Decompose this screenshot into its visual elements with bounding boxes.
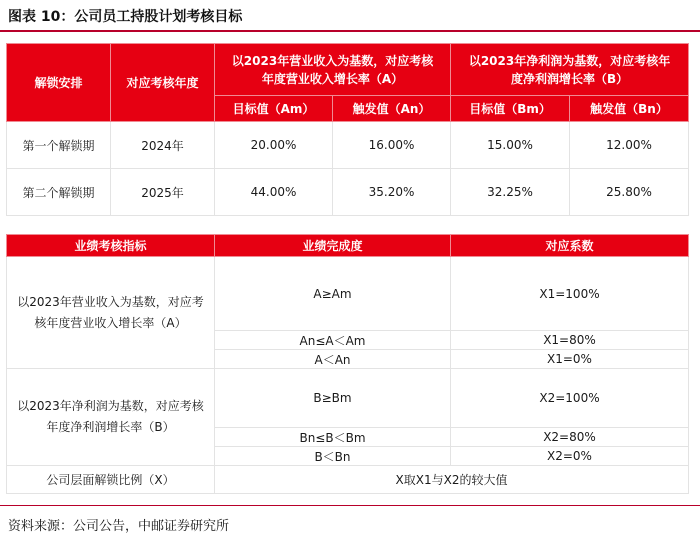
header-completion: 业绩完成度 bbox=[215, 235, 451, 257]
bm-cell: 32.25% bbox=[451, 169, 570, 216]
am-cell: 44.00% bbox=[215, 169, 333, 216]
header-group-b: 以2023年净利润为基数，对应考核年度净利润增长率（B） bbox=[451, 44, 689, 96]
coefficient-cell: X1=80% bbox=[451, 331, 689, 350]
header-group-a: 以2023年营业收入为基数，对应考核年度营业收入增长率（A） bbox=[215, 44, 451, 96]
condition-cell: Bn≤B＜Bm bbox=[215, 428, 451, 447]
title-divider bbox=[0, 30, 700, 32]
condition-cell: B＜Bn bbox=[215, 447, 451, 466]
header-an: 触发值（An） bbox=[333, 96, 451, 122]
table-row bbox=[7, 169, 689, 216]
indicator-a-label: 以2023年营业收入为基数，对应考核年度营业收入增长率（A） bbox=[17, 294, 204, 330]
performance-coefficient-table bbox=[6, 234, 689, 494]
condition-cell: A＜An bbox=[215, 350, 451, 369]
source-divider bbox=[0, 505, 700, 506]
header-coefficient: 对应系数 bbox=[451, 235, 689, 257]
figure-title-bar bbox=[0, 0, 700, 31]
an-cell: 35.20% bbox=[333, 169, 451, 216]
coefficient-cell: X2=0% bbox=[451, 447, 689, 466]
period-cell: 第二个解锁期 bbox=[7, 169, 111, 216]
header-unlock: 解锁安排 bbox=[7, 44, 111, 122]
unlock-targets-table bbox=[6, 43, 689, 216]
indicator-b-label: 以2023年净利润为基数，对应考核年度净利润增长率（B） bbox=[17, 399, 204, 434]
source-note: 资料来源：公司公告，中邮证券研究所 bbox=[8, 519, 230, 534]
period-cell: 第一个解锁期 bbox=[7, 122, 111, 169]
coefficient-cell: X2=100% bbox=[451, 369, 689, 428]
header-am: 目标值（Am） bbox=[215, 96, 333, 122]
table-row bbox=[7, 369, 689, 428]
coefficient-cell: X1=100% bbox=[451, 257, 689, 331]
table-row bbox=[7, 122, 689, 169]
ratio-value-cell: X取X1与X2的较大值 bbox=[215, 466, 689, 494]
condition-cell: An≤A＜Am bbox=[215, 331, 451, 350]
an-cell: 16.00% bbox=[333, 122, 451, 169]
condition-cell: B≥Bm bbox=[215, 369, 451, 428]
bn-cell: 12.00% bbox=[570, 122, 689, 169]
table-row bbox=[7, 466, 689, 494]
header-bn: 触发值（Bn） bbox=[570, 96, 689, 122]
condition-cell: A≥Am bbox=[215, 257, 451, 331]
indicator-b-cell bbox=[7, 369, 215, 466]
am-cell: 20.00% bbox=[215, 122, 333, 169]
header-indicator: 业绩考核指标 bbox=[7, 235, 215, 257]
header-bm: 目标值（Bm） bbox=[451, 96, 570, 122]
table-gap bbox=[6, 225, 688, 234]
coefficient-cell: X1=0% bbox=[451, 350, 689, 369]
header-year: 对应考核年度 bbox=[111, 44, 215, 122]
table-row bbox=[7, 257, 689, 331]
ratio-label-cell: 公司层面解锁比例（X） bbox=[7, 466, 215, 494]
coefficient-cell: X2=80% bbox=[451, 428, 689, 447]
year-cell: 2025年 bbox=[111, 169, 215, 216]
bm-cell: 15.00% bbox=[451, 122, 570, 169]
indicator-a-cell bbox=[7, 257, 215, 369]
year-cell: 2024年 bbox=[111, 122, 215, 169]
bn-cell: 25.80% bbox=[570, 169, 689, 216]
figure-title: 图表 10：公司员工持股计划考核目标 bbox=[8, 9, 243, 25]
